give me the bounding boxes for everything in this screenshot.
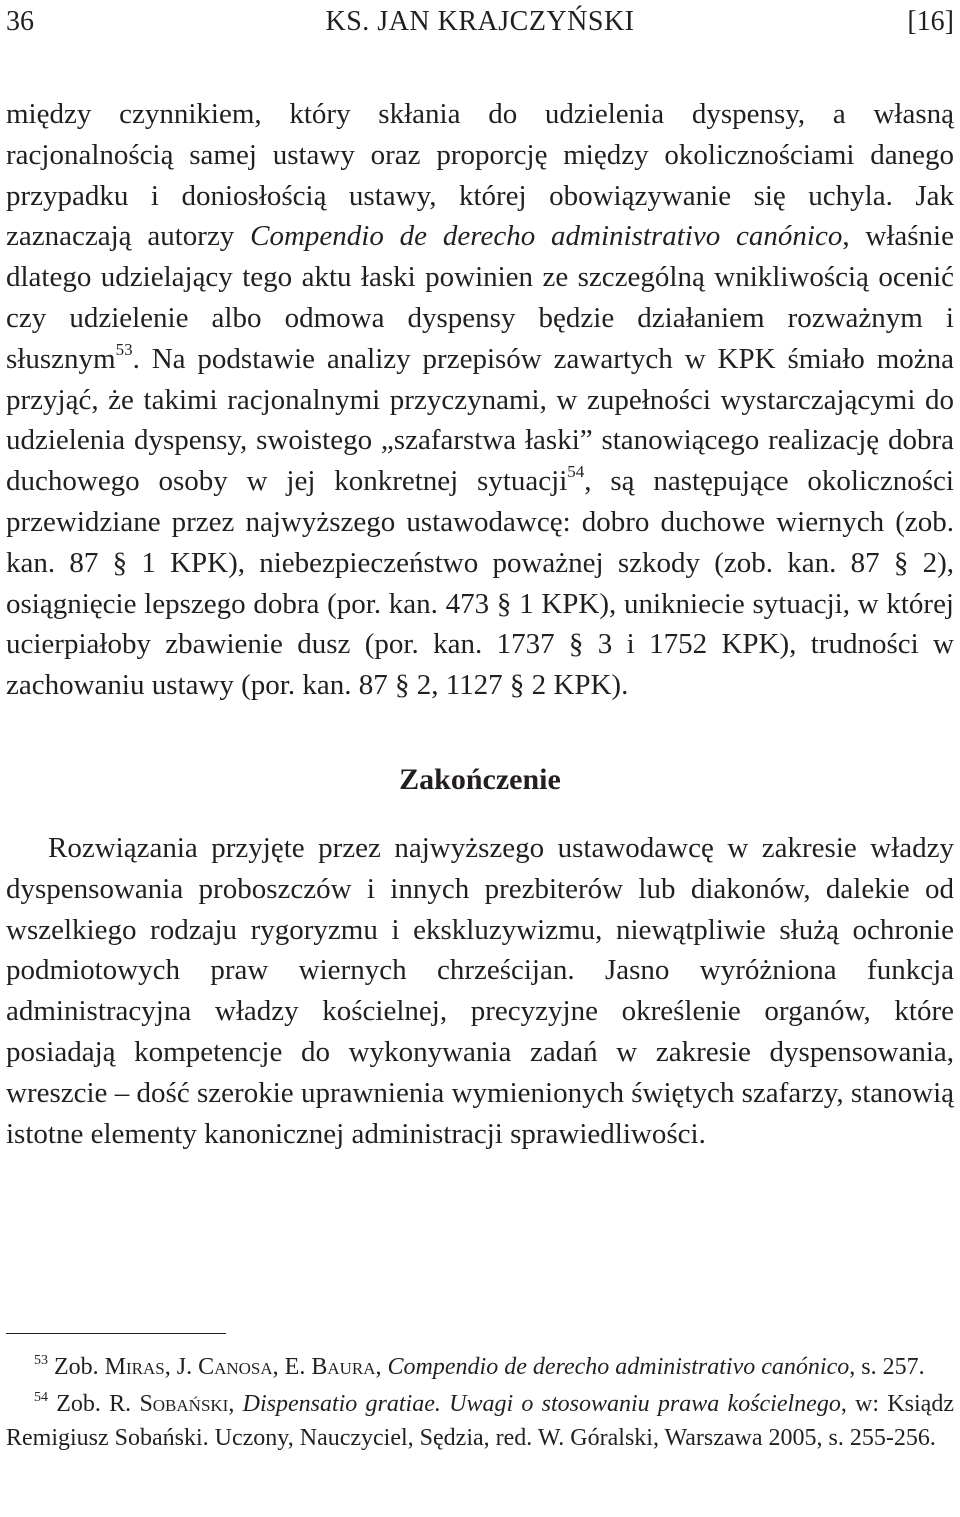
section-marker: [16] <box>907 6 954 37</box>
footnote-ref-54[interactable]: 54 <box>567 462 585 482</box>
text-run: , <box>228 1390 243 1417</box>
text-run: , właśnie dlatego udzielający tego aktu łaski powinien ze szczególną wnikliwością ocenić czy udzielenie albo odmowa dyspensy będzie działaniem rozważnym i słusznym <box>6 220 954 375</box>
page-number: 36 <box>6 6 34 37</box>
text-run: . Na podstawie analizy przepisów zawartych w KPK śmiało można przyjąć, że takimi racjonalnymi przyczynami, w zupełności wystarczającymi do udzielenia dyspensy, swoistego „szafarstwa łaski” stanowiącego realizację dobra duchowego osoby w jej konkretnej sytuacji <box>6 342 954 498</box>
text-run: Zob. <box>48 1354 105 1380</box>
italic-title: Compendio de derecho administrativo canónico <box>250 220 843 253</box>
footnote-number: 53 <box>34 1353 48 1368</box>
italic-title: Compendio de derecho administrativo canónico <box>387 1354 850 1380</box>
text-run: , E. <box>272 1354 312 1380</box>
author-name: Sobański <box>139 1390 229 1417</box>
text-run: między czynnikiem, który skłania do udzielenia dyspensy, a własną racjonalnością samej ustawy oraz proporcję między okolicznościami danego przypadku i doniosłością ustawy, której obowiązywanie się uchyla. Jak zaznaczają autorzy <box>6 98 954 253</box>
text-run: , J. <box>164 1354 199 1380</box>
paragraph-2: Rozwiązania przyjęte przez najwyższego ustawodawcę w zakresie władzy dyspensowania proboszczów i innych prezbiterów lub diakonów, dalekie od wszelkiego rodzaju rygoryzmu i ekskluzywizmu, niewątpliwie służą ochronie podmiotowych praw wiernych chrześcijan. Jasno wyróżniona funkcja administracyjna władzy kościelnej, precyzyjne określenie organów, które posiadają kompetencje do wykonywania zadań w zakresie dyspensowania, wreszcie – dość szerokie uprawnienia wymienionych świętych szafarzy, stanowią istotne elementy kanonicznej administracji sprawiedliwości. <box>6 831 954 1150</box>
running-head: KS. JAN KRAJCZYŃSKI <box>325 6 635 37</box>
italic-title: Dispensatio gratiae. Uwagi o stosowaniu prawa kościelnego <box>242 1390 841 1417</box>
main-text <box>6 94 954 1154</box>
text-run: Zob. R. <box>48 1390 140 1417</box>
text-run: , <box>375 1354 388 1380</box>
author-name: Miras <box>104 1354 165 1380</box>
footnote-separator <box>6 1333 226 1334</box>
section-heading: Zakończenie <box>399 762 561 796</box>
page-header <box>6 0 954 44</box>
footnote-54 <box>6 1387 954 1456</box>
text-run: , w: Ksiądz Remigiusz Sobański. Uczony, Nauczyciel, Sędzia, red. W. Góralski, Warszawa 2005, s. 255-256. <box>6 1390 954 1451</box>
text-run: , s. 257. <box>849 1354 925 1380</box>
author-name: Baura <box>311 1354 376 1380</box>
footnote-ref-53[interactable]: 53 <box>115 339 133 359</box>
footnote-number: 54 <box>34 1389 48 1405</box>
footnotes <box>6 1350 954 1458</box>
author-name: Canosa <box>198 1354 273 1380</box>
paragraph-1 <box>6 94 954 706</box>
text-run: , są następujące okoliczności przewidziane przez najwyższego ustawodawcę: dobro duchowe wiernych (zob. kan. 87 § 1 KPK), niebezpieczeństwo poważnej szkody (zob. kan. 87 § 2), osiągnięcie lepszego dobra (por. kan. 473 § 1 KPK), unikniecie sytuacji, w której ucierpiałoby zbawienie dusz (por. kan. 1737 § 3 i 1752 KPK), trudności w zachowaniu ustawy (por. kan. 87 § 2, 1127 § 2 KPK). <box>6 465 954 702</box>
footnote-53 <box>6 1350 954 1385</box>
